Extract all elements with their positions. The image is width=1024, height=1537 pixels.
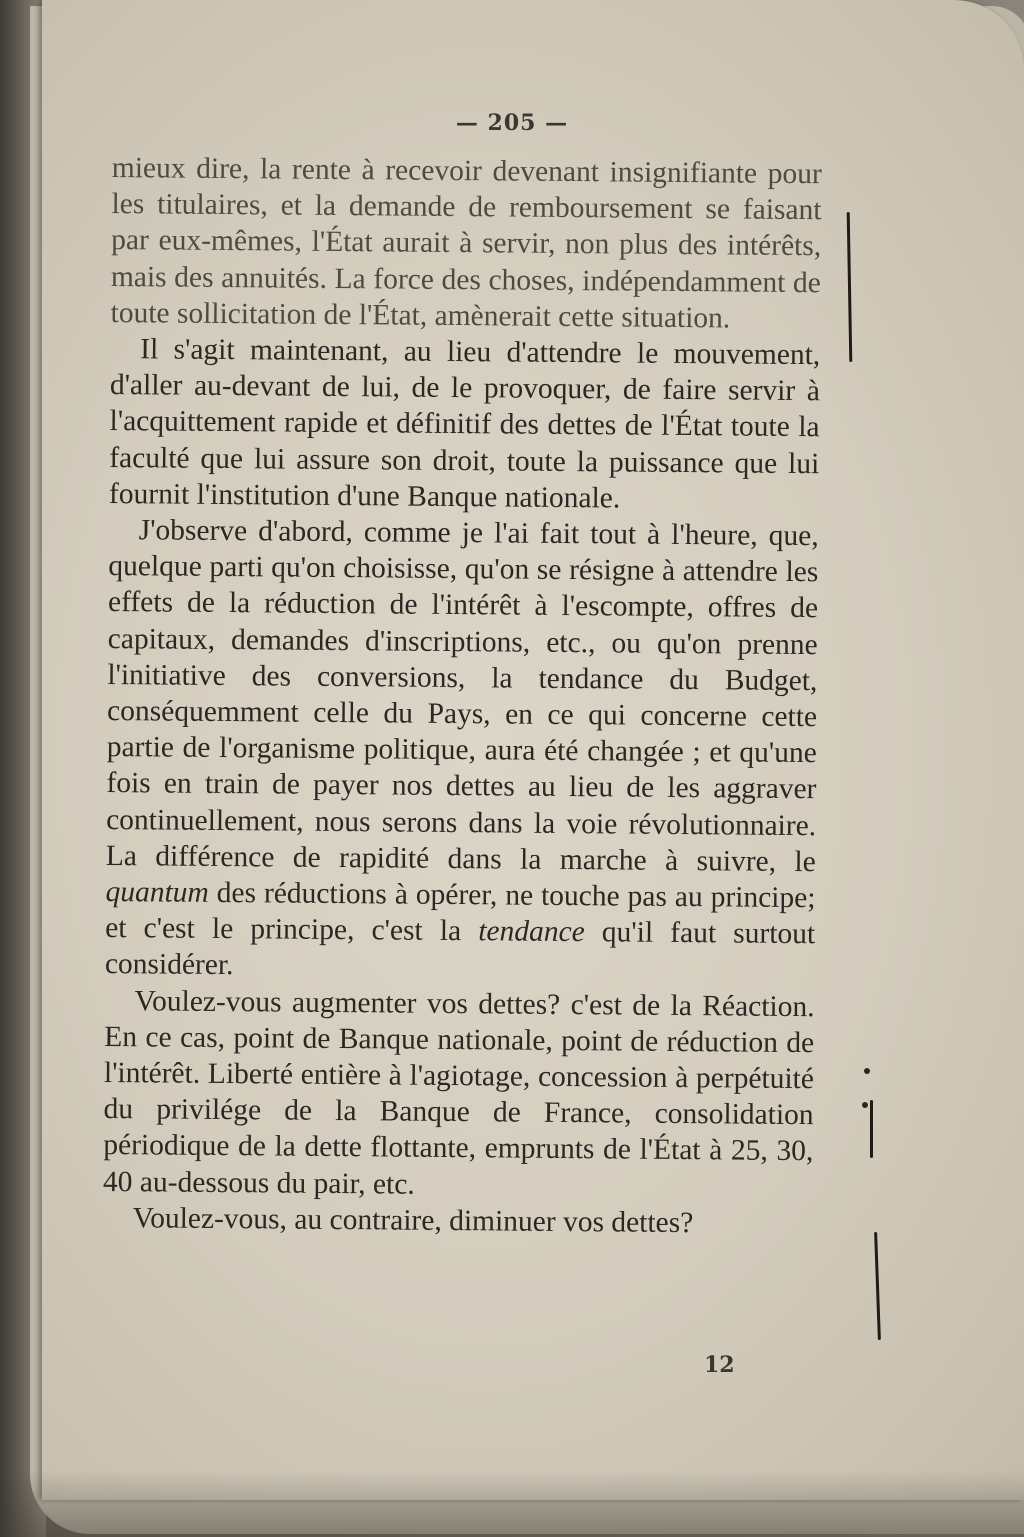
bottom-shadow bbox=[0, 1470, 1024, 1537]
paragraph-3-part-3: qu'il faut surtout considérer. bbox=[104, 916, 816, 982]
paragraph-4: Voulez-vous augmenter vos dettes? c'est de la Réaction. En ce cas, point de Banque nationale, point de réduction de l'intérêt. Liberté entière à l'agiotage, concession à perpétuité du privilége de la Banque de France, consolidation périodique de la dette flottante, emprunts de l'État à 25, 30, 40 au-dessous du pair, etc. bbox=[102, 984, 815, 1201]
paragraph-3 bbox=[105, 512, 819, 989]
paragraph-3-part-1: J'observe d'abord, comme je l'ai fait tout à l'heure, que, quelque parti qu'on choisisse, qu'on se résigne à attendre les effets de la réduction de l'intérêt à l'escompte, offres de capitaux, demandes d'inscriptions, etc., ou qu'on prenne l'initiative des conversions, la tendance du Budget, conséquemment celle du Pays, en ce qui concerne cette partie de l'organisme politique, aura été changée ; et qu'une fois en train de payer nos dettes au lieu de les aggraver continuellement, nous serons dans la voie révolutionnaire. La différence de rapidité dans la marche à suivre, le bbox=[105, 514, 819, 879]
paragraph-2: Il s'agit maintenant, au lieu d'attendre le mouvement, d'aller au-devant de lui, de le provoquer, de faire servir à l'acquittement rapide et définitif des dettes de l'État toute la faculté que lui assure son droit, toute la puissance que lui fournit l'institution d'une Banque nationale. bbox=[108, 333, 821, 515]
body-text bbox=[103, 150, 822, 1242]
italic-quantum: quantum bbox=[105, 876, 209, 909]
paragraph-3-part-2: des réductions à opérer, ne touche pas au principe; et c'est le principe, c'est la bbox=[105, 876, 816, 948]
paragraph-1: mieux dire, la rente à recevoir devenant insignifiante pour les titulaires, et la demande de remboursement se faisant par eux-mêmes, l'État aurait à servir, non plus des intérêts, mais des annuités. La force des choses, indépendamment de toute sollicitation de l'État, amènerait cette situation. bbox=[110, 151, 822, 335]
page-number: — 205 — bbox=[455, 110, 569, 136]
pencil-tick-icon bbox=[864, 1068, 870, 1074]
pencil-margin-line-icon bbox=[870, 1100, 873, 1158]
paragraph-5: Voulez-vous, au contraire, diminuer vos dettes? bbox=[132, 1202, 694, 1240]
italic-tendance: tendance bbox=[478, 915, 585, 949]
signature-mark: 12 bbox=[704, 1352, 735, 1378]
pencil-tick-icon bbox=[862, 1102, 868, 1108]
